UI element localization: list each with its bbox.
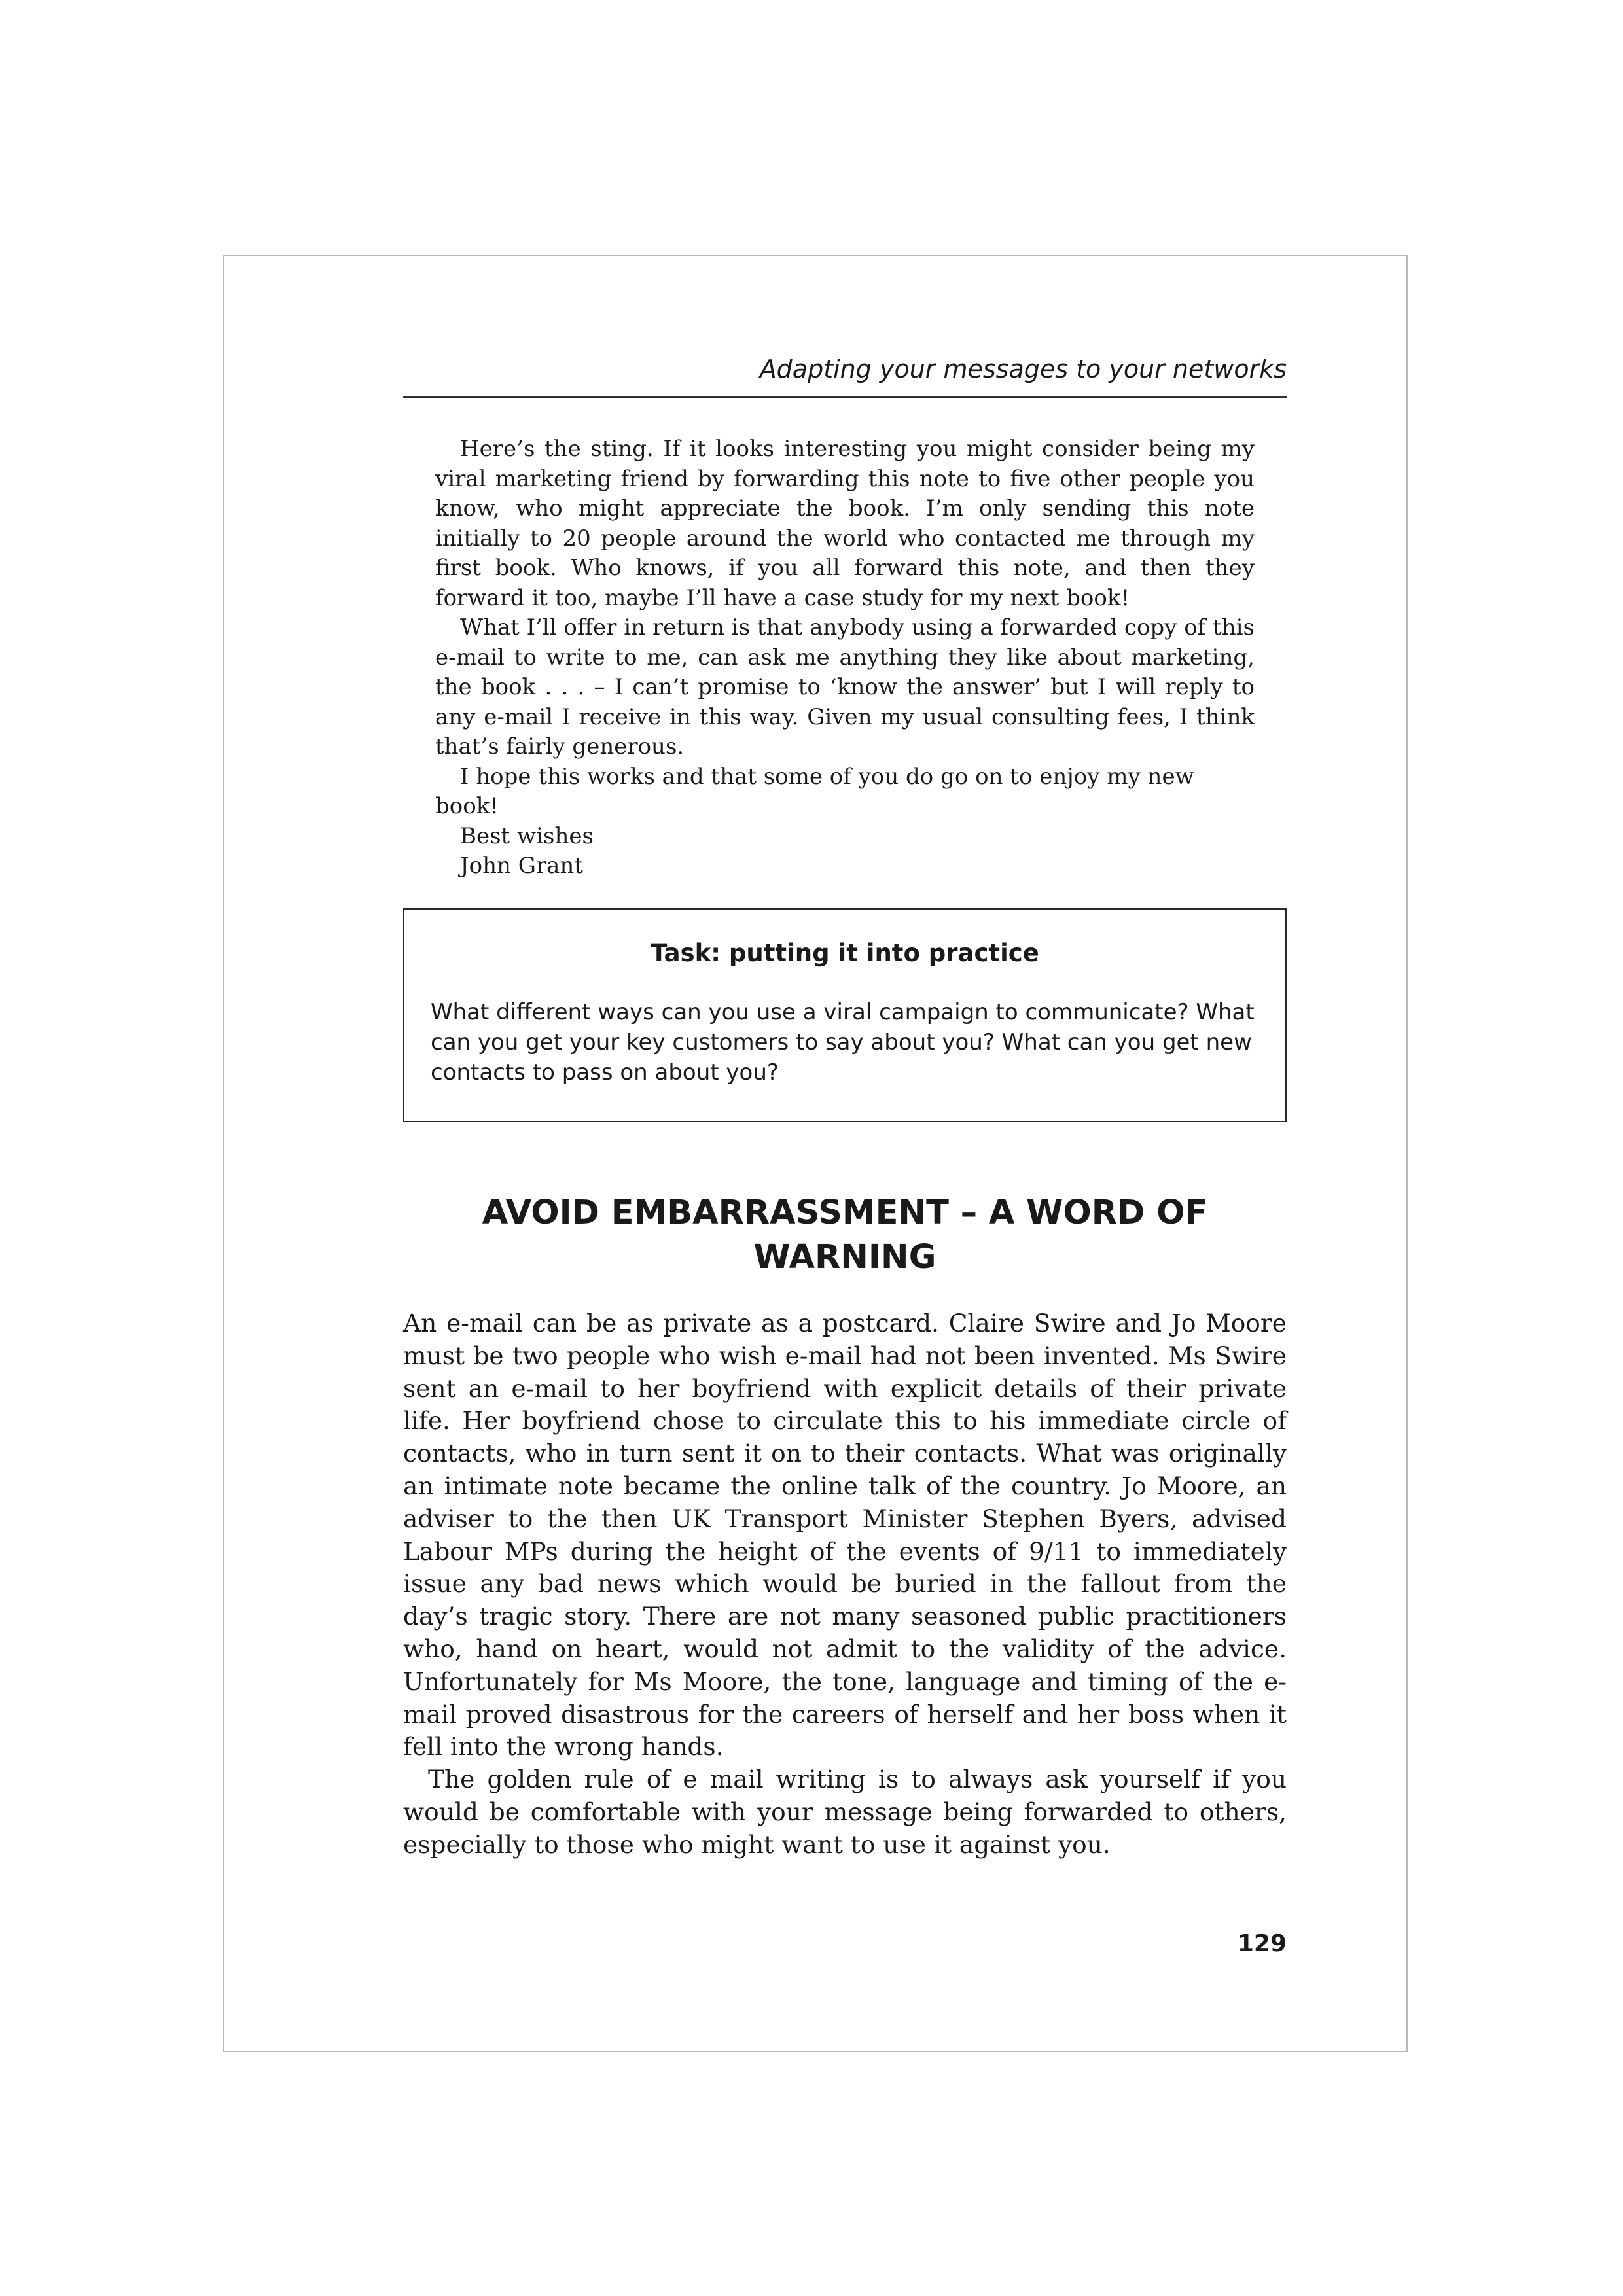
task-title: Task: putting it into practice [651,939,1039,967]
header-rule [403,396,1287,398]
body-paragraph: The golden rule of e mail writing is to always ask yourself if you would be comfortable with your message being forwarded to others, especially to those who might want to use it against you. [403,1765,1287,1859]
section-heading-line: WARNING [753,1238,936,1277]
letter-excerpt [435,434,1255,881]
letter-paragraph: I hope this works and that some of you do go on to enjoy my new book! [435,763,1194,819]
task-body: What different ways can you use a viral campaign to communicate? What can you get your key customers to say about you? What can you get new contacts to pass on about you? [431,999,1255,1086]
body-paragraph: An e-mail can be as private as a postcard. Claire Swire and Jo Moore must be two people who wish e-mail had not been invented. Ms Swire sent an e-mail to her boyfriend with explicit details of their private life. Her boyfriend chose to circulate this to his immediate circle of contacts, who in turn sent it on to their contacts. What was originally an intimate note became the online talk of the country. Jo Moore, an adviser to the then UK Transport Minister Stephen Byers, advised Labour MPs during the height of the events of 9/11 to immediately issue any bad news which would be buried in the fallout from the day’s tragic story. There are not many seasoned public practitioners who, hand on heart, would not admit to the validity of the advice. Unfortunately for Ms Moore, the tone, language and timing of the e-mail proved disastrous for the careers of herself and her boss when it fell into the wrong hands. [403,1309,1287,1761]
task-box [403,908,1287,1122]
letter-signoff: Best wishes [460,822,594,849]
section-heading-line: AVOID EMBARRASSMENT – A WORD OF [482,1193,1208,1232]
letter-paragraph: What I’ll offer in return is that anybody using a forwarded copy of this e-mail to write to me, can ask me anything they like about marketing, the book . . . – I can’t promise to ‘know the answer’ but I will reply to any e-mail I receive in this way. Given my usual consulting fees, I think that’s fairly generous. [435,614,1255,760]
letter-signature: John Grant [460,853,583,879]
section-heading [403,1191,1287,1280]
page-number: 129 [1237,1930,1287,1957]
letter-paragraph: Here’s the sting. If it looks interesting you might consider being my viral marketing friend by forwarding this note to five other people you know, who might appreciate the book. I’m only sending this note initially to 20 people around the world who contacted me through my first book. Who knows, if you all forward this note, and then they forward it too, maybe I’ll have a case study for my next book! [435,436,1255,611]
running-head: Adapting your messages to your networks [759,355,1287,383]
section-body [403,1307,1287,1862]
